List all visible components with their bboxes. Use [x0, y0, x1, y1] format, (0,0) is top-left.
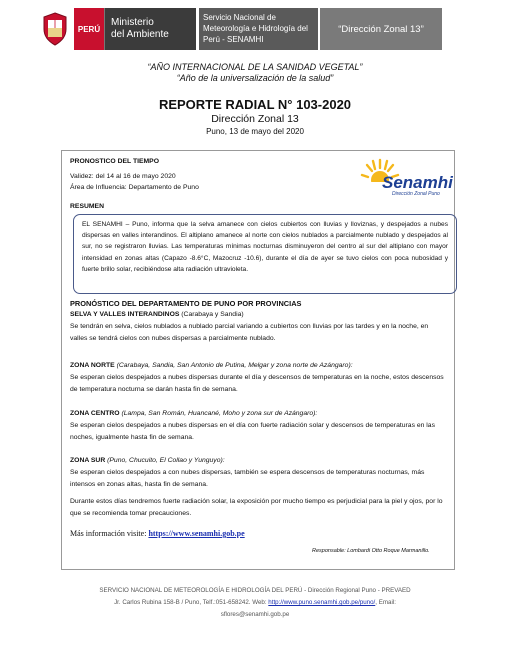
footer-email[interactable]: sflores@senamhi.gob.pe — [220, 611, 290, 618]
footer-email-label: , Email: — [375, 599, 396, 606]
report-title: REPORTE RADIAL N° 103-2020 — [158, 97, 352, 112]
forecast-heading: PRONOSTICO DEL TIEMPO — [70, 158, 159, 165]
forecast-area: Área de Influencia: Departamento de Puno — [70, 184, 199, 191]
senamhi-line-2: Meteorología e Hidrología del — [203, 24, 308, 33]
sur-heading — [70, 455, 225, 466]
more-info — [70, 528, 245, 539]
senamhi-logo-word: Senamhi — [382, 173, 453, 192]
report-place-date: Puno, 13 de mayo del 2020 — [206, 127, 304, 136]
ministry-line-1: Ministerio — [111, 17, 154, 28]
centro-heading — [70, 408, 317, 419]
responsible-note: Responsable: Lombardi Otto Roque Marmanillo. — [312, 548, 430, 554]
summary-heading: RESUMEN — [70, 203, 104, 210]
centro-text: Se esperan cielos despejados a nubes dispersas en el día con fuerte radiación solar y descensos de temperaturas en las noches, igualmente hasta fin de semana. — [70, 422, 435, 441]
norte-text: Se esperan cielos despejados a nubes dispersas durante el día y descensos de temperaturas en la noche, estos descensos de temperatura nocturna se darán hasta fin de semana. — [70, 374, 444, 393]
summary-text: EL SENAMHI – Puno, informa que la selva amanece con cielos cubiertos con lluvias y lloviznas, y despejados a nubes dispersas en valles interandinos. El altiplano amanece al norte con cielos nublados a parcialmente nublado y despejados al sur, no se registraron lluvias. Las temperaturas mínimas nocturnas disminuyeron del centro al sur del altiplano con mayor intensidad en zonas altas (Capazo -8.6°C, Mazocruz -10.6), durante el día de ayer se tuvo cielos con poca nubosidad y fuerte brillo solar, recibiéndose alta radiación ultravioleta. — [82, 221, 448, 273]
ministry-line-2: del Ambiente — [111, 29, 169, 40]
peru-label: PERÚ — [74, 8, 104, 50]
footer-line-1: SERVICIO NACIONAL DE METEOROLOGÍA E HIDROLOGÍA DEL PERÚ - Dirección Regional Puno - PREVAED — [99, 587, 411, 594]
department-heading: PRONÓSTICO DEL DEPARTAMENTO DE PUNO POR PROVINCIAS — [70, 299, 302, 308]
year-name-2: “Año de la universalización de la salud” — [176, 73, 334, 83]
zone-label: “Dirección Zonal 13” — [320, 8, 442, 50]
sur-text: Se esperan cielos despejados a con nubes dispersas, también se espera descensos de temperaturas nocturnas, más intensos en zonas altas, hasta fin de semana. — [70, 469, 425, 488]
forecast-validity: Validez: del 14 al 16 de mayo 2020 — [70, 173, 176, 180]
sur-title: ZONA SUR — [70, 457, 106, 464]
norte-title: ZONA NORTE — [70, 362, 115, 369]
selva-text: Se tendrán en selva, cielos nublados a nublado parcial variando a cubiertos con lluvias por las tardes y en la noche, en valles se tendrá cielos con nubes dispersas a parcialmente nublado. — [70, 323, 429, 342]
selva-title: SELVA Y VALLES INTERANDINOS — [70, 311, 180, 318]
summary-box — [73, 214, 457, 294]
senamhi-logo-subtitle: Dirección Zonal Puno — [392, 191, 440, 197]
closing-text: Durante estos días tendremos fuerte radiación solar, la exposición por mucho tiempo es perjudicial para la piel y ojos, por lo que se recomienda tomar precauciones. — [70, 498, 443, 517]
footer-line-2 — [0, 599, 510, 606]
more-info-label: Más información visite: — [70, 529, 149, 538]
year-name: “AÑO INTERNACIONAL DE LA SANIDAD VEGETAL” — [147, 62, 363, 72]
centro-title: ZONA CENTRO — [70, 410, 120, 417]
norte-heading — [70, 360, 353, 371]
senamhi-label — [199, 8, 318, 50]
footer-web-link[interactable]: http://www.puno.senamhi.gob.pe/puno/ — [268, 599, 376, 606]
selva-heading — [70, 309, 244, 320]
report-subtitle: Dirección Zonal 13 — [211, 113, 299, 125]
peru-coat-of-arms-icon — [36, 8, 74, 50]
norte-provinces: (Carabaya, Sandia, San Antonio de Putina, Melgar y zona norte de Azángaro): — [114, 362, 353, 369]
centro-provinces: (Lampa, San Román, Huancané, Moho y zona sur de Azángaro): — [119, 410, 318, 417]
senamhi-website-link[interactable]: https://www.senamhi.gob.pe — [148, 529, 245, 538]
sur-provinces: (Puno, Chucuito, El Collao y Yunguyo): — [105, 457, 225, 464]
senamhi-logo — [360, 156, 453, 200]
header-bar — [36, 8, 474, 50]
senamhi-line-3: Perú - SENAMHI — [203, 35, 264, 44]
footer-address: Jr. Carlos Rubina 158-B / Puno, Telf.:051-658242. Web: — [114, 599, 269, 606]
selva-provinces: (Carabaya y Sandia) — [179, 311, 244, 318]
senamhi-line-1: Servicio Nacional de — [203, 13, 276, 22]
ministry-label — [104, 8, 196, 50]
